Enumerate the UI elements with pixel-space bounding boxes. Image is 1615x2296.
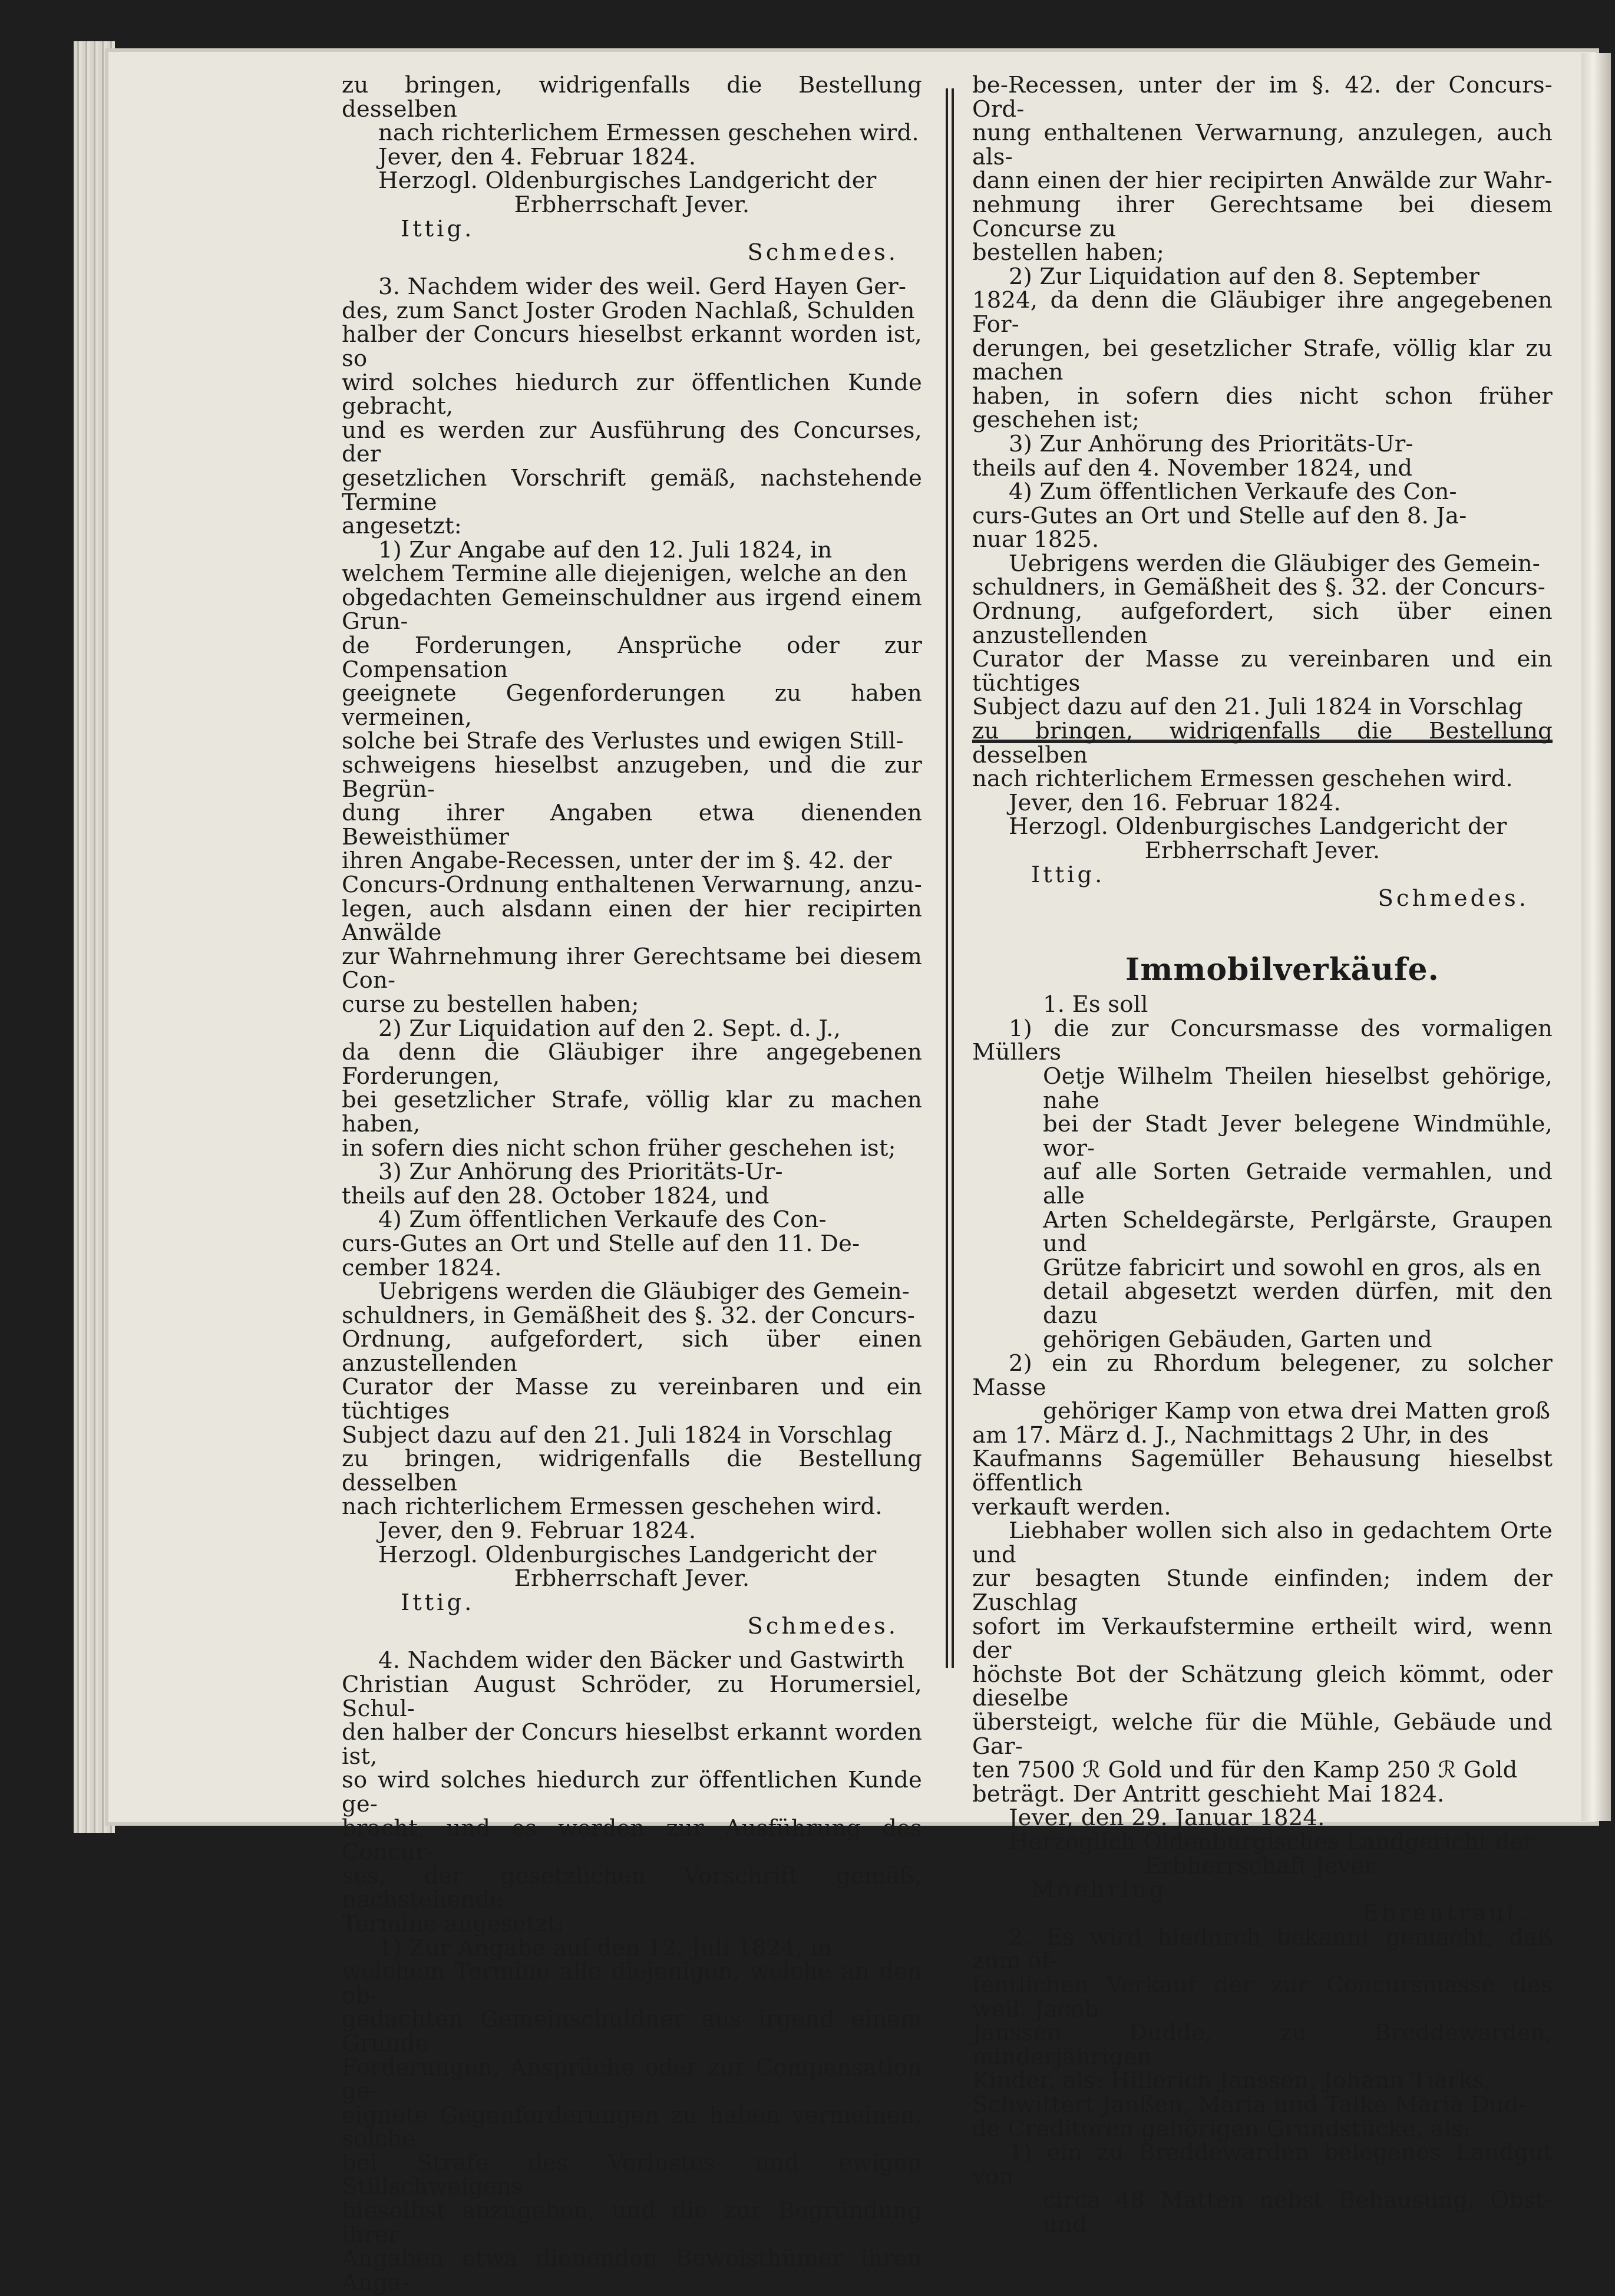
signature-left: Ittig. (401, 215, 475, 242)
text-line: welchem Termine alle diejenigen, welche an den (342, 560, 908, 588)
text-line: 3) Zur Anhörung des Prioritäts-Ur- (1009, 430, 1413, 457)
text-line: eignete Gegenforderungen zu haben vermeinen, solche (342, 2102, 922, 2153)
text-line: 1824, da denn die Gläubiger ihre angegebenen For- (972, 287, 1553, 338)
text-line: Arten Scheldegärste, Perlgärste, Graupen und (1043, 1206, 1553, 1258)
court-name: Herzogl. Oldenburgisches Landgericht der (378, 1541, 877, 1568)
text-line: derungen, bei gesetzlicher Strafe, völlig klar zu machen (972, 335, 1553, 386)
text-line: zu bringen, widrigenfalls die Bestellung desselben (342, 1446, 922, 1496)
court-name: Herzoglich Oldenburgisches Landgericht der (1009, 1828, 1535, 1855)
continuation-block (972, 74, 1553, 791)
text-line: nehmung ihrer Gerechtsame bei diesem Concurse zu (972, 191, 1553, 242)
text-line: bei gesetzlicher Strafe, völlig klar zu machen haben, (342, 1087, 922, 1137)
text-line: ses, der gesetzlichen Vorschrift gemäß, nachstehende (342, 1862, 922, 1914)
text-line: nach richterlichem Ermessen geschehen wird. (342, 1493, 883, 1520)
text-line: 1) Zur Angabe auf den 12. Juli 1824, in (378, 536, 833, 563)
text-line: 1. Es soll (1043, 991, 1148, 1018)
text-line: theils auf den 4. November 1824, und (972, 454, 1413, 481)
text-line: zur besagten Stunde einfinden; indem der Zuschlag (972, 1565, 1553, 1617)
text-line: Curator der Masse zu vereinbaren und ein tüchtiges (342, 1374, 922, 1425)
signature-row (972, 863, 1553, 911)
text-line: detail abgesetzt werden dürfen, mit den dazu (1043, 1278, 1553, 1329)
text-line: schuldners, in Gemäßheit des §. 32. der Concurs- (972, 574, 1546, 601)
text-line: ten 7500 ℛ Gold und für den Kamp 250 ℛ Gold (972, 1757, 1518, 1784)
text-line: 1) ein zu Breddewarden belegenes Landgut von (972, 2139, 1553, 2190)
text-line: nung enthaltenen Verwarnung, anzulegen, auch als- (972, 120, 1553, 170)
text-line: gehöriger Kamp von etwa drei Matten groß (1043, 1398, 1551, 1425)
text-line: 1) Zur Angabe auf den 12. Juli 1824, in (378, 1934, 833, 1961)
signature-right: Schmedes. (747, 1612, 899, 1639)
text-line: Ordnung, aufgefordert, sich über einen anzustellenden (342, 1326, 922, 1377)
text-line: verkauft werden. (972, 1493, 1171, 1520)
text-line: halber der Concurs hieselbst erkannt worden ist, so (342, 321, 922, 372)
text-line: bracht, und es werden zur Ausführung des Concur- (342, 1815, 922, 1866)
text-line: theils auf den 28. October 1824, und (342, 1182, 769, 1209)
binding-edge (1581, 53, 1611, 1821)
text-line: obgedachten Gemeinschuldner aus irgend einem Grun- (342, 584, 922, 635)
signature-right: Ehrentraut. (1362, 1900, 1529, 1927)
signature-right: Schmedes. (747, 239, 899, 266)
text-line: Forderungen, Ansprüche oder zur Compensation ge- (342, 2054, 922, 2105)
text-line: bei Strafe des Verlustes und ewigen Stillschweigens (342, 2149, 922, 2201)
text-line: 4) Zum öffentlichen Verkaufe des Con- (1009, 479, 1457, 506)
text-line: bestellen haben; (972, 239, 1165, 266)
sale-notice-1 (972, 993, 1553, 1806)
court-name: Erbherrschaft Jever. (514, 1565, 750, 1592)
text-line: de Creditoren gehörigen Grundstücke, als: (972, 2115, 1471, 2142)
text-line: da denn die Gläubiger ihre angegebenen Forderungen, (342, 1039, 922, 1090)
text-line: Ordnung, aufgefordert, sich über einen anzustellenden (972, 598, 1553, 649)
signature-left: Ittig. (401, 1589, 475, 1616)
text-line: sofort im Verkaufstermine ertheilt wird, wenn der (972, 1613, 1553, 1664)
text-line: dung ihrer Angaben etwa dienenden Beweisthümer (342, 800, 922, 850)
text-line: am 17. März d. J., Nachmittags 2 Uhr, in des (972, 1421, 1490, 1449)
dateline: Jever, den 29. Januar 1824. (1009, 1805, 1325, 1832)
text-line: so wird solches hiedurch zur öffentlichen Kunde ge- (342, 1767, 922, 1817)
text-line: be-Recessen, unter der im §. 42. der Concurs-Ord- (972, 72, 1553, 123)
text-line: beträgt. Der Antritt geschieht Mai 1824. (972, 1780, 1445, 1807)
text-line: curse zu bestellen haben; (342, 991, 639, 1018)
text-line: gesetzlichen Vorschrift gemäß, nachstehende Termine (342, 464, 922, 516)
text-line: Uebrigens werden die Gläubiger des Gemein- (1009, 550, 1541, 577)
text-line: zur Wahrnehmung ihrer Gerechtsame bei diesem Con- (342, 943, 922, 994)
text-line: Subject dazu auf den 21. Juli 1824 in Vorschlag (972, 694, 1523, 721)
court-name: Erbherrschaft Jever. (1144, 837, 1380, 864)
signature-row (342, 1591, 922, 1639)
text-line: nach richterlichem Ermessen geschehen wird. (378, 120, 919, 147)
signature-left: Ittig. (1031, 861, 1105, 888)
text-line: Kaufmanns Sagemüller Behausung hieselbst öffentlich (972, 1446, 1553, 1497)
dateline: Jever, den 9. Februar 1824. (378, 1518, 696, 1545)
text-line: angesetzt: (342, 513, 462, 540)
text-line: Kinder, als: Hillerich Janssen, Johann Tiarks, (972, 2067, 1492, 2094)
text-line: schuldners, in Gemäßheit des §. 32. der Concurs- (342, 1302, 916, 1329)
text-line: auf alle Sorten Getraide vermahlen, und alle (1043, 1159, 1553, 1209)
text-line: bei der Stadt Jever belegene Windmühle, wor- (1043, 1111, 1553, 1162)
text-line: zu bringen, widrigenfalls die Bestellung desselben (972, 718, 1553, 768)
text-line: 3) Zur Anhörung des Prioritäts-Ur- (378, 1159, 783, 1186)
text-line: Uebrigens werden die Gläubiger des Gemein- (378, 1278, 910, 1305)
text-line: Curator der Masse zu vereinbaren und ein tüchtiges (972, 646, 1553, 697)
text-line: Grütze fabricirt und sowohl en gros, als en (1043, 1254, 1541, 1281)
court-name: Herzogl. Oldenburgisches Landgericht der (1009, 813, 1507, 840)
text-line: Janssen Dudde, zu Breddewarden, minderjährigen (972, 2020, 1553, 2070)
left-top-lines (342, 74, 922, 146)
text-line: 4) Zum öffentlichen Verkaufe des Con- (378, 1206, 827, 1233)
dateline: Jever, den 4. Februar 1824. (378, 143, 696, 170)
text-line: wird solches hiedurch zur öffentlichen Kunde gebracht, (342, 369, 922, 420)
notice-4 (342, 1649, 922, 2295)
text-line: 2) Zur Liquidation auf den 2. Sept. d. J., (378, 1015, 841, 1042)
text-line: Concurs-Ordnung enthaltenen Verwarnung, anzu- (342, 872, 922, 898)
text-line: Liebhaber wollen sich also in gedachtem Orte und (972, 1518, 1553, 1568)
column-divider (946, 88, 954, 1668)
text-line: cember 1824. (342, 1254, 502, 1281)
text-line: circa 48 Matten nebst Behausung, Obst- und (1043, 2187, 1553, 2238)
text-line: haben, in sofern dies nicht schon früher geschehen ist; (972, 382, 1553, 434)
sale-notice-2 (972, 1926, 1553, 2237)
signature-row (972, 1878, 1553, 1926)
text-line: solche bei Strafe des Verlustes und ewigen Still- (342, 728, 904, 755)
text-line: Christian August Schröder, zu Horumersiel, Schul- (342, 1671, 922, 1722)
text-line: 2) Zur Liquidation auf den 8. September (1009, 263, 1480, 290)
text-line: 4. Nachdem wider den Bäcker und Gastwirth (378, 1647, 905, 1674)
text-line: Subject dazu auf den 21. Juli 1824 in Vorschlag (342, 1421, 893, 1449)
text-line: Angaben etwa dienenden Beweisthümer ihren Anga- (342, 2245, 922, 2296)
text-line: schweigens hieselbst anzugeben, und die zur Begrün- (342, 752, 922, 803)
court-name: Erbherrschaft Jever. (514, 191, 750, 218)
text-line: zu bringen, widrigenfalls die Bestellung desselben (342, 72, 922, 123)
signature-row (342, 217, 922, 265)
text-line: de Forderungen, Ansprüche oder zur Compensation (342, 632, 922, 683)
text-line: des, zum Sanct Joster Groden Nachlaß, Schulden (342, 297, 915, 324)
court-name: Herzogl. Oldenburgisches Landgericht der (378, 167, 877, 194)
notice-3 (342, 275, 922, 1519)
text-line: welchem Termine alle diejenigen, welche an den ob- (342, 1958, 922, 2009)
text-line: dann einen der hier recipirten Anwälde zur Wahr- (972, 167, 1553, 194)
right-column (972, 74, 1553, 2236)
court-name: Erbherrschaft Jever. (1144, 1852, 1380, 1879)
text-line: nach richterlichem Ermessen geschehen wird. (972, 766, 1513, 793)
text-line: gedachten Gemeinschuldner aus irgend einem Grunde (342, 2006, 922, 2057)
text-line: gehörigen Gebäuden, Garten und (1043, 1326, 1432, 1353)
dateline: Jever, den 16. Februar 1824. (1009, 789, 1341, 816)
text-line: Schwittert Janßen, Maria und Talke Maria Dud- (972, 2091, 1527, 2118)
text-line: fentlichen Verkauf der zur Concursmasse des weil. Jacob (972, 1971, 1553, 2023)
text-line: übersteigt, welche für die Mühle, Gebäude und Gar- (972, 1709, 1553, 1760)
signature-left: Moehring. (1031, 1876, 1177, 1904)
text-line: ihren Angabe-Recessen, unter der im §. 42. der (342, 847, 892, 875)
text-line: den halber der Concurs hieselbst erkannt worden ist, (342, 1719, 922, 1770)
text-line: curs-Gutes an Ort und Stelle auf den 11. De- (342, 1230, 860, 1257)
text-line: Termine angesetzt: (342, 1910, 565, 1937)
left-column (342, 74, 922, 2295)
text-line: Oetje Wilhelm Theilen hieselbst gehörige, nahe (1043, 1063, 1553, 1114)
text-line: höchste Bot der Schätzung gleich kömmt, oder dieselbe (972, 1661, 1553, 1712)
signature-right: Schmedes. (1378, 885, 1529, 912)
text-line: legen, auch alsdann einen der hier recipirten Anwälde (342, 895, 922, 946)
text-line: und es werden zur Ausführung des Concurses, der (342, 417, 922, 468)
text-line: 1) die zur Concursmasse des vormaligen Müllers (972, 1015, 1553, 1066)
text-line: geeignete Gegenforderungen zu haben vermeinen, (342, 680, 922, 731)
text-line: 2) ein zu Rhordum belegener, zu solcher Masse (972, 1350, 1553, 1401)
text-line: curs-Gutes an Ort und Stelle auf den 8. Ja- (972, 502, 1467, 529)
text-line: 3. Nachdem wider des weil. Gerd Hayen Ger- (378, 273, 907, 301)
text-line: 2. Es wird hiedurch bekannt gemacht, daß zum öf- (972, 1924, 1553, 1975)
text-line: in sofern dies nicht schon früher geschehen ist; (342, 1134, 896, 1162)
text-line: nuar 1825. (972, 526, 1099, 553)
text-line: hieselbst anzugeben, und die zur Begründung ihrer (342, 2198, 922, 2248)
section-heading: Immobilverkäufe. (1125, 952, 1439, 988)
